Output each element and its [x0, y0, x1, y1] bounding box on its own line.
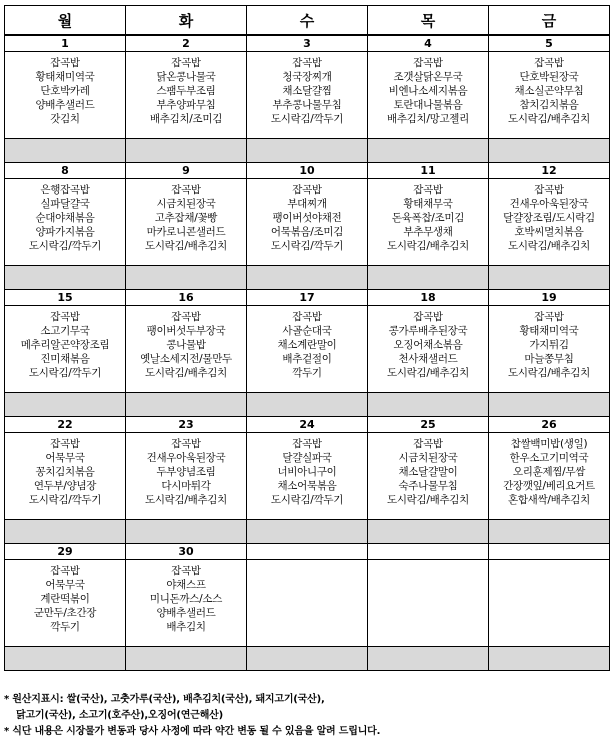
date-cell: 4: [368, 35, 489, 52]
spacer-cell: [126, 139, 247, 163]
date-cell: 16: [126, 290, 247, 306]
spacer-cell: [489, 520, 610, 544]
date-cell: 26: [489, 417, 610, 433]
date-row: [5, 290, 610, 306]
menu-item: 도시락김/배추김치: [508, 240, 590, 252]
spacer-cell: [368, 266, 489, 290]
menu-item: 배추겉절이: [282, 353, 332, 365]
menu-item: 잡곡밥: [171, 438, 201, 450]
spacer-cell: [489, 647, 610, 671]
spacer-cell: [126, 393, 247, 417]
spacer-row: [5, 139, 610, 163]
menu-cell: [126, 560, 247, 647]
weekday-header-row: [5, 6, 610, 36]
menu-cell: [5, 560, 126, 647]
menu-item: 옛날소세지전/물만두: [140, 353, 232, 365]
menu-item: 채소실곤약무침: [514, 85, 584, 97]
menu-item: 잡곡밥: [413, 438, 443, 450]
date-cell: 9: [126, 163, 247, 179]
menu-item: 잡곡밥: [292, 184, 322, 196]
menu-cell: [489, 52, 610, 139]
menu-item: 조갯살닭온무국: [393, 71, 463, 83]
menu-item: 진미채볶음: [40, 353, 90, 365]
menu-item: 잡곡밥: [50, 438, 80, 450]
menu-item: 호박씨멸치볶음: [514, 226, 584, 238]
date-cell: 29: [5, 544, 126, 560]
weekday-header-mon: 월: [5, 6, 126, 36]
menu-item: 계란떡볶이: [40, 593, 90, 605]
menu-item: 고추잡채/꽃빵: [154, 212, 218, 224]
menu-item: 잡곡밥: [413, 184, 443, 196]
weekday-header-thu: 목: [368, 6, 489, 36]
menu-item: 배추김치: [166, 621, 206, 633]
menu-cell: [5, 306, 126, 393]
menu-cell: [126, 52, 247, 139]
menu-item: 부추양파무침: [156, 99, 216, 111]
menu-item: 잡곡밥: [534, 57, 564, 69]
date-cell: 19: [489, 290, 610, 306]
spacer-row: [5, 520, 610, 544]
spacer-cell: [5, 266, 126, 290]
menu-item: 천사채샐러드: [398, 353, 458, 365]
menu-item: 어묵무국: [45, 579, 85, 591]
menu-cell: [368, 560, 489, 647]
menu-item: 너비아니구이: [277, 466, 337, 478]
menu-item: 부대찌개: [287, 198, 327, 210]
menu-item: 콩나물밥: [166, 339, 206, 351]
menu-item: 두부양념조림: [156, 466, 216, 478]
menu-item: 잡곡밥: [171, 184, 201, 196]
menu-item: 도시락김/깍두기: [270, 494, 344, 506]
menu-item: 양파가지볶음: [35, 226, 95, 238]
menu-cell: [368, 52, 489, 139]
menu-item: 부추콩나물무침: [272, 99, 342, 111]
spacer-cell: [368, 647, 489, 671]
menu-item: 잡곡밥: [292, 57, 322, 69]
spacer-cell: [126, 647, 247, 671]
menu-cell: [5, 433, 126, 520]
menu-item: 마카로니콘샐러드: [146, 226, 226, 238]
menu-item: 군만두/초간장: [33, 607, 97, 619]
menu-item: 메추리알곤약장조림: [20, 339, 110, 351]
menu-item: 도시락김/배추김치: [145, 240, 227, 252]
menu-item: 어묵무국: [45, 452, 85, 464]
date-cell: 17: [247, 290, 368, 306]
menu-item: 오리훈제찜/무쌈: [512, 466, 586, 478]
menu-item: 도시락김/깍두기: [270, 240, 344, 252]
menu-item: 단호박카레: [40, 85, 90, 97]
menu-item: 소고기무국: [40, 325, 90, 337]
menu-item: 참치김치볶음: [519, 99, 579, 111]
menu-item: 양배추샐러드: [156, 607, 216, 619]
origin-note: * 원산지표시: 쌀(국산), 고춧가루(국산), 배추김치(국산), 돼지고기(국산),: [4, 694, 325, 705]
menu-item: 은행잡곡밥: [40, 184, 90, 196]
date-cell: 10: [247, 163, 368, 179]
menu-item: 콩가루배추된장국: [388, 325, 468, 337]
date-cell: 12: [489, 163, 610, 179]
menu-item: 도시락김/깍두기: [28, 240, 102, 252]
date-cell: 30: [126, 544, 247, 560]
spacer-cell: [368, 393, 489, 417]
date-row: [5, 544, 610, 560]
menu-item: 시금치된장국: [398, 452, 458, 464]
date-cell: 15: [5, 290, 126, 306]
weekday-header-fri: 금: [489, 6, 610, 36]
menu-item: 혼합새싹/배추김치: [508, 494, 590, 506]
menu-item: 도시락김/배추김치: [387, 494, 469, 506]
menu-item: 채소달걀말이: [398, 466, 458, 478]
spacer-cell: [5, 393, 126, 417]
menu-item: 도시락김/배추김치: [387, 240, 469, 252]
menu-cell: [368, 433, 489, 520]
spacer-cell: [247, 393, 368, 417]
menu-item: 깍두기: [292, 367, 322, 379]
date-cell: 11: [368, 163, 489, 179]
menu-item: 잡곡밥: [50, 311, 80, 323]
menu-item: 잡곡밥: [171, 311, 201, 323]
spacer-row: [5, 647, 610, 671]
spacer-cell: [489, 393, 610, 417]
spacer-cell: [126, 520, 247, 544]
menu-item: 채소어묵볶음: [277, 480, 337, 492]
menu-item: 도시락김/깍두기: [28, 494, 102, 506]
date-cell: 23: [126, 417, 247, 433]
menu-item: 시금치된장국: [156, 198, 216, 210]
menu-item: 잡곡밥: [534, 184, 564, 196]
menu-item: 깍두기: [50, 621, 80, 633]
menu-cell: [126, 433, 247, 520]
menu-cell: [247, 306, 368, 393]
weekly-menu-table: [4, 5, 610, 671]
menu-item: 잡곡밥: [50, 57, 80, 69]
date-cell: 5: [489, 35, 610, 52]
menu-cell: [247, 52, 368, 139]
spacer-cell: [247, 266, 368, 290]
spacer-cell: [489, 266, 610, 290]
menu-item: 다시마튀각: [161, 480, 211, 492]
menu-item: 채소달걀찜: [282, 85, 332, 97]
date-cell: 1: [5, 35, 126, 52]
menu-item: 순대야채볶음: [35, 212, 95, 224]
menu-cell: [489, 433, 610, 520]
menu-item: 잡곡밥: [292, 438, 322, 450]
menu-row: [5, 306, 610, 393]
menu-item: 스팸두부조림: [156, 85, 216, 97]
menu-item: 황태채무국: [403, 198, 453, 210]
menu-item: 오징어채소볶음: [393, 339, 463, 351]
menu-item: 도시락김/배추김치: [145, 367, 227, 379]
menu-item: 도시락김/깍두기: [270, 113, 344, 125]
menu-item: 비엔나소세지볶음: [388, 85, 468, 97]
menu-item: 간장깻잎/베리요거트: [503, 480, 595, 492]
menu-item: 사골순대국: [282, 325, 332, 337]
menu-item: 달걀장조림/도시락김: [503, 212, 595, 224]
menu-item: 잡곡밥: [534, 311, 564, 323]
menu-item: 배추김치/조미김: [149, 113, 223, 125]
spacer-cell: [5, 139, 126, 163]
change-notice: * 식단 내용은 시장물가 변동과 당사 사정에 따라 약간 변동 될 수 있음을 알려 드립니다.: [4, 726, 381, 737]
origin-note-continued: 닭고기(국산), 소고기(호주산),오징어(연근해산): [16, 710, 223, 721]
weekday-header-wed: 수: [247, 6, 368, 36]
date-row: [5, 417, 610, 433]
date-cell: 8: [5, 163, 126, 179]
menu-item: 양배추샐러드: [35, 99, 95, 111]
menu-cell: [126, 179, 247, 266]
menu-item: 마늘쫑무침: [524, 353, 574, 365]
menu-item: 잡곡밥: [171, 565, 201, 577]
date-cell: 18: [368, 290, 489, 306]
menu-item: 잡곡밥: [413, 311, 443, 323]
menu-item: 단호박된장국: [519, 71, 579, 83]
menu-cell: [247, 560, 368, 647]
date-row: [5, 35, 610, 52]
menu-item: 돈육폭찹/조미김: [391, 212, 465, 224]
menu-item: 잡곡밥: [413, 57, 443, 69]
date-cell: 2: [126, 35, 247, 52]
spacer-cell: [5, 647, 126, 671]
date-cell: [368, 544, 489, 560]
date-cell: 3: [247, 35, 368, 52]
menu-item: 황태채미역국: [35, 71, 95, 83]
menu-cell: [5, 179, 126, 266]
menu-item: 달걀실파국: [282, 452, 332, 464]
menu-item: 잡곡밥: [292, 311, 322, 323]
menu-item: 한우소고기미역국: [509, 452, 589, 464]
menu-cell: [489, 306, 610, 393]
date-cell: [247, 544, 368, 560]
menu-item: 가지튀김: [529, 339, 569, 351]
spacer-row: [5, 393, 610, 417]
menu-item: 야채스프: [166, 579, 206, 591]
menu-item: 팽이버섯두부장국: [146, 325, 226, 337]
date-cell: 25: [368, 417, 489, 433]
menu-item: 미니돈까스/소스: [149, 593, 223, 605]
spacer-cell: [247, 647, 368, 671]
menu-item: 청국장찌개: [282, 71, 332, 83]
menu-cell: [126, 306, 247, 393]
menu-item: 도시락김/배추김치: [145, 494, 227, 506]
date-cell: [489, 544, 610, 560]
menu-item: 팽이버섯야채전: [272, 212, 342, 224]
menu-item: 도시락김/배추김치: [387, 367, 469, 379]
menu-row: [5, 560, 610, 647]
date-row: [5, 163, 610, 179]
spacer-cell: [368, 139, 489, 163]
menu-item: 도시락김/깍두기: [28, 367, 102, 379]
menu-item: 숙주나물무침: [398, 480, 458, 492]
menu-cell: [247, 433, 368, 520]
menu-item: 실파달걀국: [40, 198, 90, 210]
menu-cell: [489, 560, 610, 647]
menu-item: 토란대나물볶음: [393, 99, 463, 111]
menu-cell: [368, 179, 489, 266]
menu-cell: [247, 179, 368, 266]
menu-item: 어묵볶음/조미김: [270, 226, 344, 238]
menu-item: 황태채미역국: [519, 325, 579, 337]
menu-row: [5, 433, 610, 520]
menu-item: 부추무생채: [403, 226, 453, 238]
spacer-cell: [247, 520, 368, 544]
menu-cell: [368, 306, 489, 393]
spacer-cell: [368, 520, 489, 544]
menu-cell: [5, 52, 126, 139]
menu-row: [5, 179, 610, 266]
menu-item: 건새우아욱된장국: [146, 452, 226, 464]
spacer-cell: [5, 520, 126, 544]
spacer-row: [5, 266, 610, 290]
menu-item: 채소계란말이: [277, 339, 337, 351]
menu-cell: [489, 179, 610, 266]
menu-item: 잡곡밥: [171, 57, 201, 69]
spacer-cell: [126, 266, 247, 290]
menu-row: [5, 52, 610, 139]
menu-item: 꽁치김치볶음: [35, 466, 95, 478]
menu-item: 도시락김/배추김치: [508, 113, 590, 125]
menu-item: 도시락김/배추김치: [508, 367, 590, 379]
menu-item: 건새우아욱된장국: [509, 198, 589, 210]
date-cell: 22: [5, 417, 126, 433]
spacer-cell: [247, 139, 368, 163]
spacer-cell: [489, 139, 610, 163]
date-cell: 24: [247, 417, 368, 433]
menu-item: 연두부/양념장: [33, 480, 97, 492]
weekday-header-tue: 화: [126, 6, 247, 36]
menu-item: 배추김치/망고젤리: [387, 113, 469, 125]
menu-item: 잡곡밥: [50, 565, 80, 577]
menu-item: 갓김치: [50, 113, 80, 125]
menu-item: 닭온콩나물국: [156, 71, 216, 83]
notes: [4, 692, 610, 740]
menu-item: 찹쌀백미밥(생일): [510, 438, 588, 450]
